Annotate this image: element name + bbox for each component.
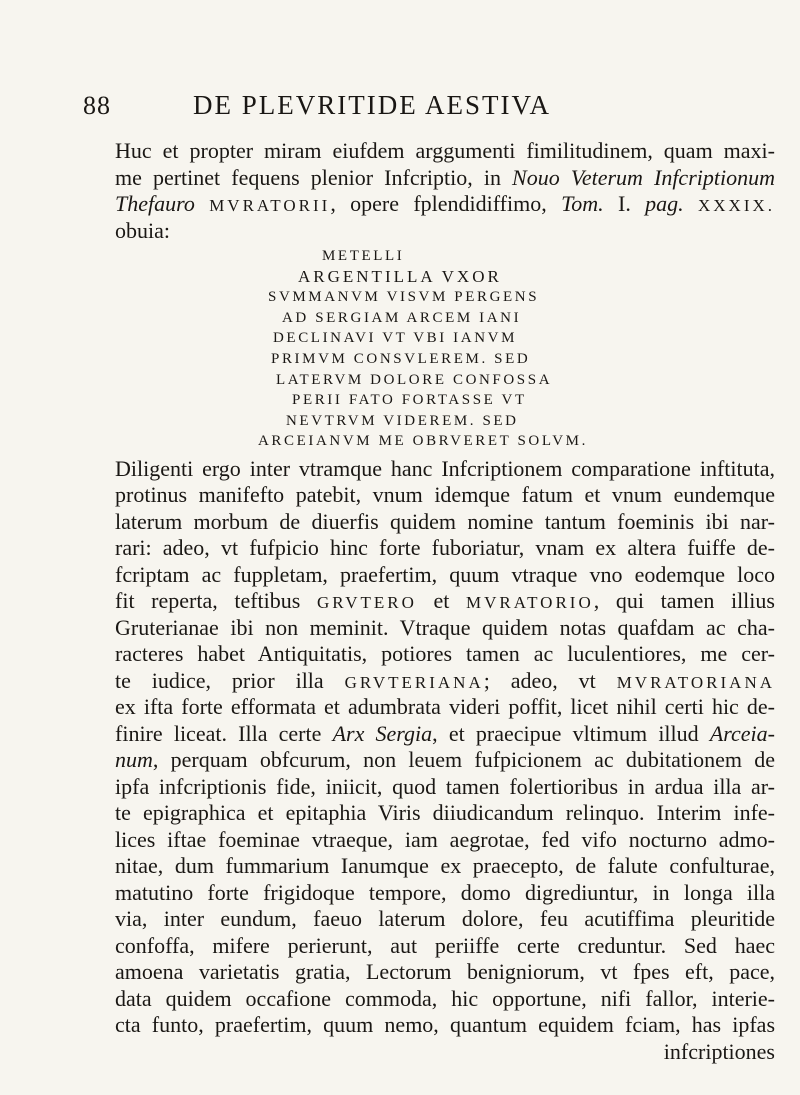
inscription-line: METELLI (322, 248, 405, 264)
main-paragraph (115, 456, 775, 1066)
text-span: fcriptam ac fuppletam, praefertim, quum vtraque vno eodemque loco (115, 561, 775, 587)
text-line (115, 615, 775, 642)
text-line (115, 191, 775, 218)
inscription-line: PERII FATO FORTASSE VT (292, 392, 527, 409)
italic-text: Tom. (561, 191, 604, 216)
text-span: via, inter eundum, faeuo laterum dolore, feu acutiffima pleuritide (115, 906, 775, 932)
text-line (115, 1012, 775, 1039)
inscription-line: NEVTRVM VIDEREM. SED (286, 412, 519, 429)
text-span: cta funto, praefertim, quum nemo, quantum equidem fciam, has ipfas (115, 1012, 775, 1038)
text-span: data quidem occafione commoda, hic opportune, nifi fallor, interie- (115, 985, 775, 1011)
text-line (115, 509, 775, 536)
italic-text: Nouo Veterum Infcriptionum (512, 164, 775, 190)
text-span: infcriptiones (663, 1038, 775, 1064)
text-span: fit reperta, teftibus (115, 588, 317, 614)
running-head: DE PLEVRITIDE AESTIVA (193, 90, 551, 120)
text-line (115, 641, 775, 668)
text-span: matutino forte frigidoque tempore, domo digrediuntur, in longa illa (115, 879, 775, 905)
text-line (115, 933, 775, 960)
text-span: te epigraphica et epitaphia Viris diiudicandum relinquo. Interim infe- (115, 800, 775, 826)
text-line (115, 906, 775, 933)
text-span: nitae, dum fummarium Ianumque ex praecepto, de falute confulturae, (115, 853, 775, 879)
inscription-block (115, 246, 775, 452)
text-span: te iudice, prior illa (115, 667, 345, 693)
text-line (115, 588, 775, 615)
text-span: finire liceat. Illa certe (115, 720, 333, 746)
inscription-line: PRIMVM CONSVLEREM. SED (271, 350, 531, 367)
text-line (115, 535, 775, 562)
text-line (115, 827, 775, 854)
text-span: racteres habet Antiquitatis, potiores tamen ac luculentiores, me cer- (115, 641, 775, 667)
text-span: , perquam obfcurum, non leuem fufpicionem ac dubitationem de (152, 747, 775, 773)
text-span (684, 191, 698, 216)
text-span: me pertinet fequens plenior Infcriptio, in (115, 164, 513, 190)
page-header (83, 90, 740, 121)
small-caps-text: MVRATORIO (465, 593, 594, 613)
text-line (115, 165, 775, 192)
small-caps-text: MVRATORIANA (616, 672, 775, 692)
inscription-line: ARGENTILLA VXOR (298, 266, 502, 286)
text-line (115, 456, 775, 483)
inscription-line: LATERVM DOLORE CONFOSSA (276, 371, 553, 388)
text-line (115, 747, 775, 774)
page-number: 88 (83, 91, 111, 120)
text-line (115, 562, 775, 589)
text-line (115, 800, 775, 827)
text-line (115, 880, 775, 907)
text-line (115, 138, 775, 165)
text-line (115, 482, 775, 509)
text-span: Huc et propter miram eiufdem arggumenti fimilitudinem, quam maxi- (115, 138, 775, 163)
intro-paragraph (115, 138, 775, 244)
text-span: lices iftae foeminae vtraeque, iam aegrotae, fed vifo nocturno admo- (115, 826, 775, 852)
small-caps-text: GRVTERIANA (344, 672, 484, 692)
inscription-line: DECLINAVI VT VBI IANVM (273, 330, 518, 347)
inscription-line: ARCEIANVM ME OBRVERET SOLVM. (258, 433, 588, 450)
text-line (115, 959, 775, 986)
italic-text: Thefauro (115, 191, 195, 216)
body-text (115, 138, 775, 1065)
text-span: confoffa, mifere perierunt, aut periiffe certe creduntur. Sed haec (115, 932, 775, 958)
inscription-line: AD SERGIAM ARCEM IANI (282, 309, 522, 326)
small-caps-text: XXXIX. (697, 196, 776, 215)
italic-text: Arceia- (709, 720, 775, 746)
text-line (115, 721, 775, 748)
inscription-line: SVMMANVM VISVM PERGENS (268, 289, 540, 306)
text-span: ipfa infcriptionis fide, iniicit, quod tamen folertioribus in ardua illa ar- (115, 773, 775, 799)
text-span: et (416, 588, 466, 614)
text-span: , et praecipue vltimum illud (432, 720, 710, 746)
text-line (115, 694, 775, 721)
text-span: I. (603, 191, 646, 216)
text-line (115, 853, 775, 880)
text-span: protinus manifefto patebit, vnum idemque fatum et vnum eundemque (115, 482, 775, 508)
text-span: Diligenti ergo inter vtramque hanc Infcriptionem comparatione inftituta, (115, 455, 775, 481)
text-line (115, 218, 775, 245)
text-span: rari: adeo, vt fufpicio hinc forte fuboriatur, vnam ex altera fuiffe de- (115, 535, 775, 561)
italic-text: pag. (645, 191, 684, 216)
text-line (115, 668, 775, 695)
italic-text: num (115, 747, 153, 773)
text-line (115, 986, 775, 1013)
text-span: laterum morbum de diuerfis quidem nomine tantum foeminis ibi nar- (115, 508, 775, 534)
small-caps-text: MVRATORII (209, 196, 331, 215)
text-span: ; adeo, vt (483, 667, 617, 693)
italic-text: Arx Sergia (332, 720, 433, 746)
text-line (115, 1039, 775, 1066)
text-span (195, 191, 209, 216)
text-span: , qui tamen illius (593, 588, 775, 614)
text-line (115, 774, 775, 801)
text-span: amoena varietatis gratia, Lectorum benigniorum, vt fpes eft, pace, (115, 959, 775, 985)
text-span: ex ifta forte efformata et adumbrata videri poffit, licet nihil certi hic de- (115, 694, 775, 720)
text-span: Gruterianae ibi non meminit. Vtraque quidem notas quafdam ac cha- (115, 614, 775, 640)
text-span: obuia: (115, 217, 170, 243)
small-caps-text: GRVTERO (316, 593, 417, 613)
text-span: , opere fplendidiffimo, (330, 191, 562, 216)
